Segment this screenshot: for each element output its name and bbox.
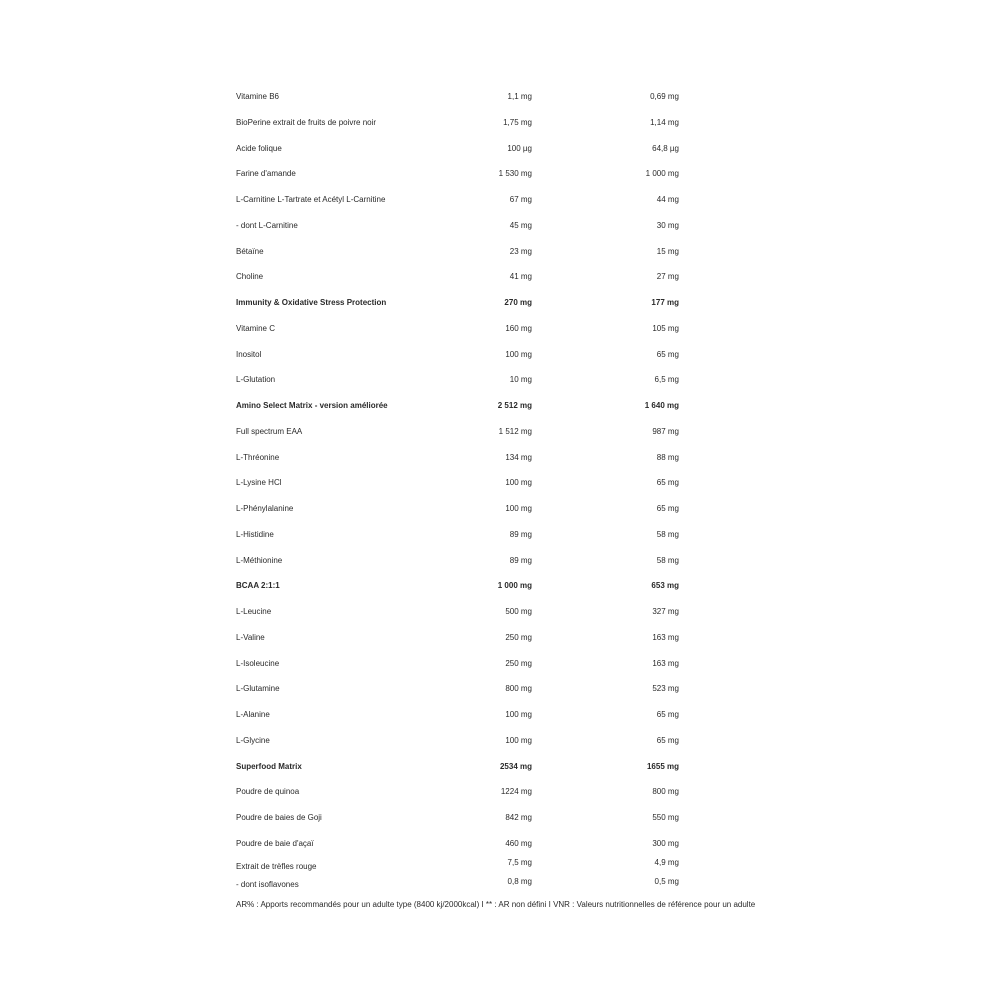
- row-value-col1: 270 mg: [504, 298, 532, 307]
- row-label: L-Lysine HCl: [236, 478, 282, 487]
- row-label: L-Leucine: [236, 607, 272, 616]
- row-value-col2: 65 mg: [656, 736, 679, 745]
- row-label: L-Carnitine L-Tartrate et Acétyl L-Carnitine: [236, 195, 386, 204]
- row-label: L-Méthionine: [236, 556, 283, 565]
- row-value-col2: 64,8 µg: [652, 144, 679, 153]
- row-label: L-Isoleucine: [236, 659, 280, 668]
- table-row: [0, 89, 1000, 105]
- row-value-col2: 163 mg: [652, 659, 679, 668]
- row-value-col2: 65 mg: [656, 710, 679, 719]
- row-value-col1: 134 mg: [505, 453, 532, 462]
- table-row: [0, 836, 1000, 852]
- row-value-col1: 160 mg: [505, 324, 532, 333]
- row-label: L-Alanine: [236, 710, 270, 719]
- row-value-col2: 105 mg: [652, 324, 679, 333]
- row-label: Poudre de baies de Goji: [236, 813, 322, 822]
- table-row: [0, 244, 1000, 260]
- row-label: Poudre de quinoa: [236, 787, 300, 796]
- table-row: [0, 295, 1000, 311]
- row-value-col1: 1,75 mg: [503, 118, 532, 127]
- table-row: [0, 372, 1000, 388]
- row-value-col2: 0,5 mg: [654, 877, 679, 886]
- row-label: L-Valine: [236, 633, 265, 642]
- table-row: [0, 604, 1000, 620]
- row-label: Inositol: [236, 350, 262, 359]
- row-label: L-Thréonine: [236, 453, 280, 462]
- row-value-col1: 0,8 mg: [507, 877, 532, 886]
- table-row: [0, 578, 1000, 594]
- row-value-col1: 89 mg: [509, 530, 532, 539]
- table-row: [0, 269, 1000, 285]
- row-value-col2: 1655 mg: [646, 762, 679, 771]
- table-row: [0, 656, 1000, 672]
- row-value-col1: 250 mg: [505, 659, 532, 668]
- row-label: L-Glycine: [236, 736, 270, 745]
- row-value-col2: 65 mg: [656, 478, 679, 487]
- row-value-col1: 500 mg: [505, 607, 532, 616]
- row-label: Full spectrum EAA: [236, 427, 303, 436]
- table-row: [0, 759, 1000, 775]
- row-value-col2: 15 mg: [656, 247, 679, 256]
- row-value-col1: 100 µg: [507, 144, 532, 153]
- table-row: [0, 218, 1000, 234]
- row-value-col1: 842 mg: [505, 813, 532, 822]
- row-value-col2: 88 mg: [656, 453, 679, 462]
- table-row: [0, 321, 1000, 337]
- table-row: [0, 115, 1000, 131]
- row-value-col2: 327 mg: [652, 607, 679, 616]
- row-value-col2: 65 mg: [656, 350, 679, 359]
- row-label: Extrait de trèfles rouge: [236, 862, 317, 871]
- row-value-col2: 65 mg: [656, 504, 679, 513]
- row-value-col2: 1 000 mg: [645, 169, 679, 178]
- row-value-col2: 30 mg: [656, 221, 679, 230]
- row-label: Bétaïne: [236, 247, 264, 256]
- row-value-col1: 100 mg: [505, 710, 532, 719]
- row-value-col1: 100 mg: [505, 350, 532, 359]
- row-value-col2: 163 mg: [652, 633, 679, 642]
- row-value-col1: 1 530 mg: [498, 169, 532, 178]
- row-value-col1: 67 mg: [509, 195, 532, 204]
- row-label: BCAA 2:1:1: [236, 581, 280, 590]
- row-value-col1: 1224 mg: [500, 787, 532, 796]
- table-row: [0, 784, 1000, 800]
- row-value-col1: 800 mg: [505, 684, 532, 693]
- table-row: [0, 630, 1000, 646]
- row-label: Immunity & Oxidative Stress Protection: [236, 298, 387, 307]
- row-value-col1: 460 mg: [505, 839, 532, 848]
- table-row: [0, 553, 1000, 569]
- row-value-col2: 653 mg: [651, 581, 679, 590]
- table-row: [0, 733, 1000, 749]
- row-label: Amino Select Matrix - version améliorée: [236, 401, 388, 410]
- table-row: [0, 398, 1000, 414]
- row-label: L-Glutation: [236, 375, 276, 384]
- row-label: - dont L-Carnitine: [236, 221, 298, 230]
- table-row: [0, 347, 1000, 363]
- row-value-col1: 100 mg: [505, 504, 532, 513]
- table-row: [0, 141, 1000, 157]
- row-label: Vitamine C: [236, 324, 275, 333]
- table-row: [0, 424, 1000, 440]
- row-value-col2: 4,9 mg: [654, 858, 679, 867]
- row-value-col2: 987 mg: [652, 427, 679, 436]
- row-value-col2: 177 mg: [651, 298, 679, 307]
- row-label: Superfood Matrix: [236, 762, 302, 771]
- row-value-col1: 1 512 mg: [498, 427, 532, 436]
- table-row: [0, 810, 1000, 826]
- row-label: Choline: [236, 272, 264, 281]
- row-value-col1: 10 mg: [509, 375, 532, 384]
- row-value-col2: 523 mg: [652, 684, 679, 693]
- row-value-col1: 2534 mg: [499, 762, 532, 771]
- table-row: [0, 192, 1000, 208]
- row-value-col2: 58 mg: [656, 556, 679, 565]
- row-value-col2: 1,14 mg: [650, 118, 679, 127]
- row-value-col2: 550 mg: [652, 813, 679, 822]
- row-value-col2: 44 mg: [656, 195, 679, 204]
- row-value-col1: 1,1 mg: [507, 92, 532, 101]
- table-row: [0, 527, 1000, 543]
- table-row: [0, 681, 1000, 697]
- row-label: L-Histidine: [236, 530, 274, 539]
- table-row: [0, 475, 1000, 491]
- table-row: [0, 501, 1000, 517]
- table-row: [0, 450, 1000, 466]
- row-label: Poudre de baie d'açaï: [236, 839, 314, 848]
- row-value-col2: 300 mg: [652, 839, 679, 848]
- row-value-col1: 1 000 mg: [497, 581, 532, 590]
- row-value-col1: 89 mg: [509, 556, 532, 565]
- row-value-col2: 1 640 mg: [644, 401, 679, 410]
- row-label: Vitamine B6: [236, 92, 279, 101]
- row-value-col1: 2 512 mg: [497, 401, 532, 410]
- row-label: - dont isoflavones: [236, 880, 299, 889]
- row-value-col2: 27 mg: [656, 272, 679, 281]
- row-value-col2: 6,5 mg: [654, 375, 679, 384]
- table-row: [0, 166, 1000, 182]
- row-value-col2: 58 mg: [656, 530, 679, 539]
- table-row: [0, 707, 1000, 723]
- row-value-col1: 7,5 mg: [507, 858, 532, 867]
- row-value-col1: 41 mg: [509, 272, 532, 281]
- row-value-col2: 0,69 mg: [650, 92, 679, 101]
- row-value-col1: 250 mg: [505, 633, 532, 642]
- row-label: L-Glutamine: [236, 684, 280, 693]
- row-label: L-Phénylalanine: [236, 504, 294, 513]
- row-label: Farine d'amande: [236, 169, 296, 178]
- row-label: Acide folique: [236, 144, 282, 153]
- footnote: AR% : Apports recommandés pour un adulte type (8400 kj/2000kcal) I ** : AR non défini I VNR : Valeurs nutritionnelles de référence pour un adulte: [236, 900, 756, 909]
- row-value-col1: 100 mg: [505, 478, 532, 487]
- row-value-col1: 23 mg: [509, 247, 532, 256]
- row-value-col1: 45 mg: [509, 221, 532, 230]
- row-value-col2: 800 mg: [652, 787, 679, 796]
- row-value-col1: 100 mg: [505, 736, 532, 745]
- row-label: BioPerine extrait de fruits de poivre noir: [236, 118, 377, 127]
